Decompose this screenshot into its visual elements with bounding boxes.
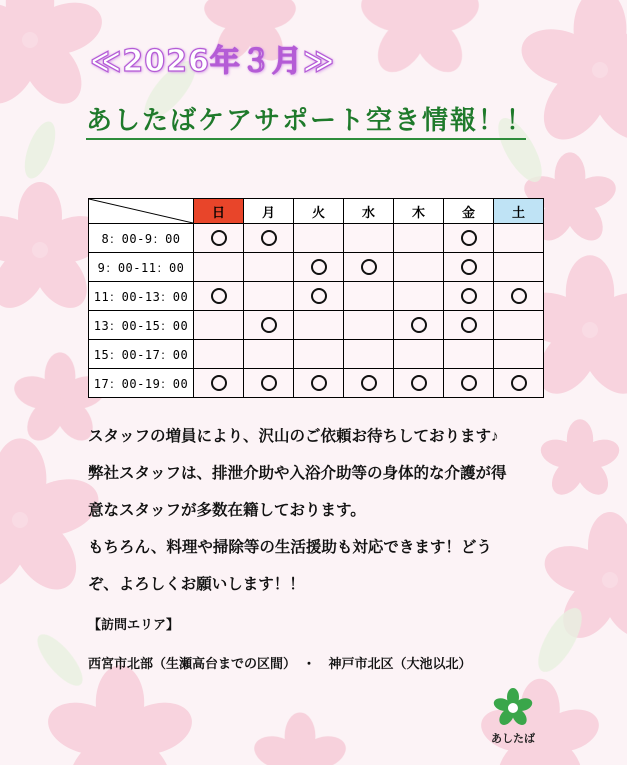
available-circle-icon — [211, 288, 227, 304]
schedule-row — [89, 369, 544, 398]
availability-cell — [344, 369, 394, 398]
day-header-wed: 水 — [344, 199, 394, 224]
time-slot-label: 17：00-19：00 — [89, 369, 194, 398]
available-circle-icon — [261, 375, 277, 391]
company-logo — [482, 688, 544, 748]
availability-cell — [344, 311, 394, 340]
time-slot-label: 8：00-9：00 — [89, 224, 194, 253]
availability-cell — [194, 369, 244, 398]
available-circle-icon — [411, 375, 427, 391]
area-label: 【訪問エリア】 — [88, 618, 180, 633]
available-circle-icon — [461, 230, 477, 246]
message-body — [88, 418, 548, 603]
area-text: 西宮市北部（生瀬高台までの区間） ・ 神戸市北区（大池以北） — [88, 657, 472, 672]
availability-cell — [494, 340, 544, 369]
availability-cell — [394, 282, 444, 311]
availability-cell — [444, 311, 494, 340]
availability-cell — [344, 282, 394, 311]
availability-cell — [294, 253, 344, 282]
availability-cell — [394, 340, 444, 369]
available-circle-icon — [411, 317, 427, 333]
time-slot-label: 11：00-13：00 — [89, 282, 194, 311]
availability-cell — [294, 282, 344, 311]
availability-cell — [244, 311, 294, 340]
availability-cell — [194, 253, 244, 282]
schedule-row — [89, 340, 544, 369]
headline: あしたばケアサポート空き情報！！ — [86, 106, 535, 136]
availability-cell — [244, 253, 294, 282]
availability-cell — [294, 340, 344, 369]
available-circle-icon — [511, 288, 527, 304]
message-line: ぞ、よろしくお願いします！！ — [88, 576, 305, 593]
availability-cell — [444, 340, 494, 369]
diagonal-line — [89, 199, 193, 223]
day-header-tue: 火 — [294, 199, 344, 224]
available-circle-icon — [511, 375, 527, 391]
headline-underline — [86, 138, 526, 140]
availability-cell — [294, 369, 344, 398]
schedule-row — [89, 282, 544, 311]
available-circle-icon — [461, 259, 477, 275]
message-line: スタッフの増員により、沢山のご依頼お待ちしております♪ — [88, 428, 499, 445]
availability-cell — [394, 369, 444, 398]
availability-cell — [344, 224, 394, 253]
availability-cell — [494, 282, 544, 311]
availability-cell — [494, 224, 544, 253]
day-header-fri: 金 — [444, 199, 494, 224]
table-corner-cell — [89, 199, 194, 224]
availability-cell — [344, 340, 394, 369]
availability-cell — [494, 369, 544, 398]
availability-cell — [394, 253, 444, 282]
day-header-mon: 月 — [244, 199, 294, 224]
available-circle-icon — [211, 230, 227, 246]
available-circle-icon — [311, 259, 327, 275]
availability-cell — [194, 311, 244, 340]
availability-cell — [294, 224, 344, 253]
available-circle-icon — [461, 317, 477, 333]
availability-cell — [444, 253, 494, 282]
time-slot-label: 13：00-15：00 — [89, 311, 194, 340]
day-header-sun: 日 — [194, 199, 244, 224]
available-circle-icon — [311, 288, 327, 304]
availability-cell — [394, 224, 444, 253]
month-title: ≪2026年３月≫ — [90, 44, 336, 79]
message-line: もちろん、料理や掃除等の生活援助も対応できます！どう — [88, 539, 492, 556]
availability-cell — [444, 224, 494, 253]
availability-cell — [494, 253, 544, 282]
available-circle-icon — [461, 288, 477, 304]
availability-cell — [194, 282, 244, 311]
message-line: 弊社スタッフは、排泄介助や入浴介助等の身体的な介護が得 — [88, 465, 507, 482]
availability-cell — [494, 311, 544, 340]
availability-cell — [244, 369, 294, 398]
availability-table — [88, 198, 544, 398]
available-circle-icon — [311, 375, 327, 391]
day-header-sat: 土 — [494, 199, 544, 224]
availability-cell — [394, 311, 444, 340]
available-circle-icon — [361, 375, 377, 391]
schedule-row — [89, 224, 544, 253]
schedule-row — [89, 253, 544, 282]
available-circle-icon — [261, 317, 277, 333]
day-header-thu: 木 — [394, 199, 444, 224]
logo-text: あしたば — [491, 732, 535, 745]
availability-cell — [294, 311, 344, 340]
availability-cell — [444, 282, 494, 311]
time-slot-label: 15：00-17：00 — [89, 340, 194, 369]
time-slot-label: 9：00-11：00 — [89, 253, 194, 282]
availability-cell — [244, 224, 294, 253]
availability-cell — [444, 369, 494, 398]
availability-cell — [244, 282, 294, 311]
available-circle-icon — [211, 375, 227, 391]
available-circle-icon — [261, 230, 277, 246]
ashitaba-leaf-logo-icon — [493, 688, 533, 728]
available-circle-icon — [461, 375, 477, 391]
availability-cell — [244, 340, 294, 369]
availability-cell — [344, 253, 394, 282]
schedule-row — [89, 311, 544, 340]
table-header-row — [89, 199, 544, 224]
availability-cell — [194, 224, 244, 253]
table-body — [89, 224, 544, 398]
message-line: 意なスタッフが多数在籍しております。 — [88, 502, 366, 519]
availability-cell — [194, 340, 244, 369]
available-circle-icon — [361, 259, 377, 275]
